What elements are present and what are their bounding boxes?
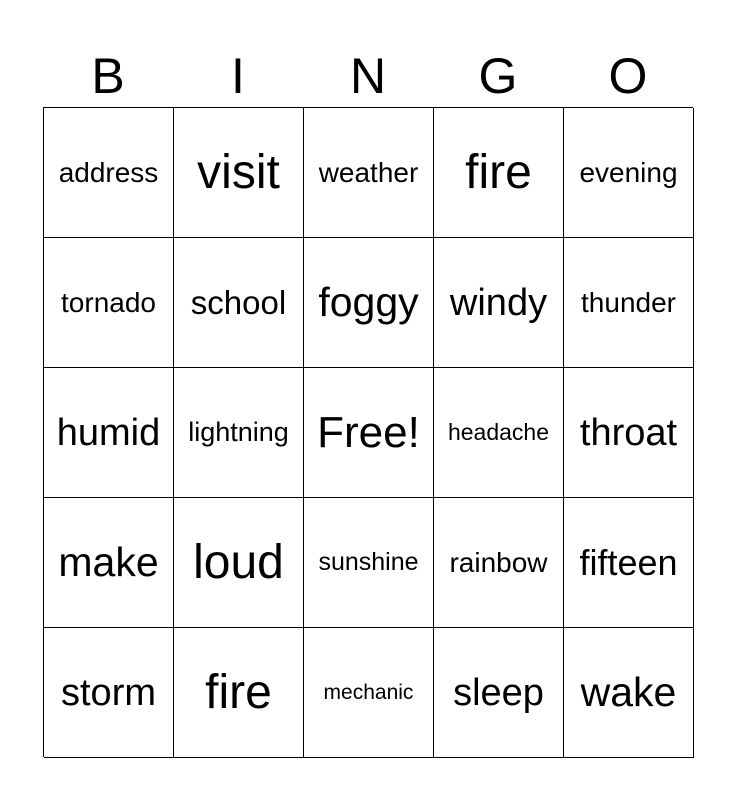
bingo-cell: thunder [564,238,694,368]
bingo-cell: loud [174,498,304,628]
header-letter-i: I [231,48,245,104]
bingo-cell: humid [44,368,174,498]
bingo-cell: tornado [44,238,174,368]
bingo-cell: headache [434,368,564,498]
header-letter-g: G [478,48,518,104]
bingo-cell: make [44,498,174,628]
free-space-cell: Free! [304,368,434,498]
header-letter-b: B [91,48,125,104]
bingo-board [43,107,693,757]
bingo-cell: sunshine [304,498,434,628]
bingo-cell: foggy [304,238,434,368]
bingo-cell: fire [434,108,564,238]
bingo-cell: weather [304,108,434,238]
header-letter-o: O [608,48,648,104]
header-letter-n: N [349,48,387,104]
bingo-cell: evening [564,108,694,238]
bingo-cell: sleep [434,628,564,758]
bingo-cell: storm [44,628,174,758]
bingo-cell: visit [174,108,304,238]
bingo-cell: wake [564,628,694,758]
bingo-cell: rainbow [434,498,564,628]
bingo-cell: address [44,108,174,238]
bingo-cell: windy [434,238,564,368]
bingo-cell: lightning [174,368,304,498]
bingo-cell: fire [174,628,304,758]
bingo-cell: mechanic [304,628,434,758]
bingo-header [43,46,693,106]
bingo-cell: fifteen [564,498,694,628]
bingo-cell: school [174,238,304,368]
bingo-cell: throat [564,368,694,498]
